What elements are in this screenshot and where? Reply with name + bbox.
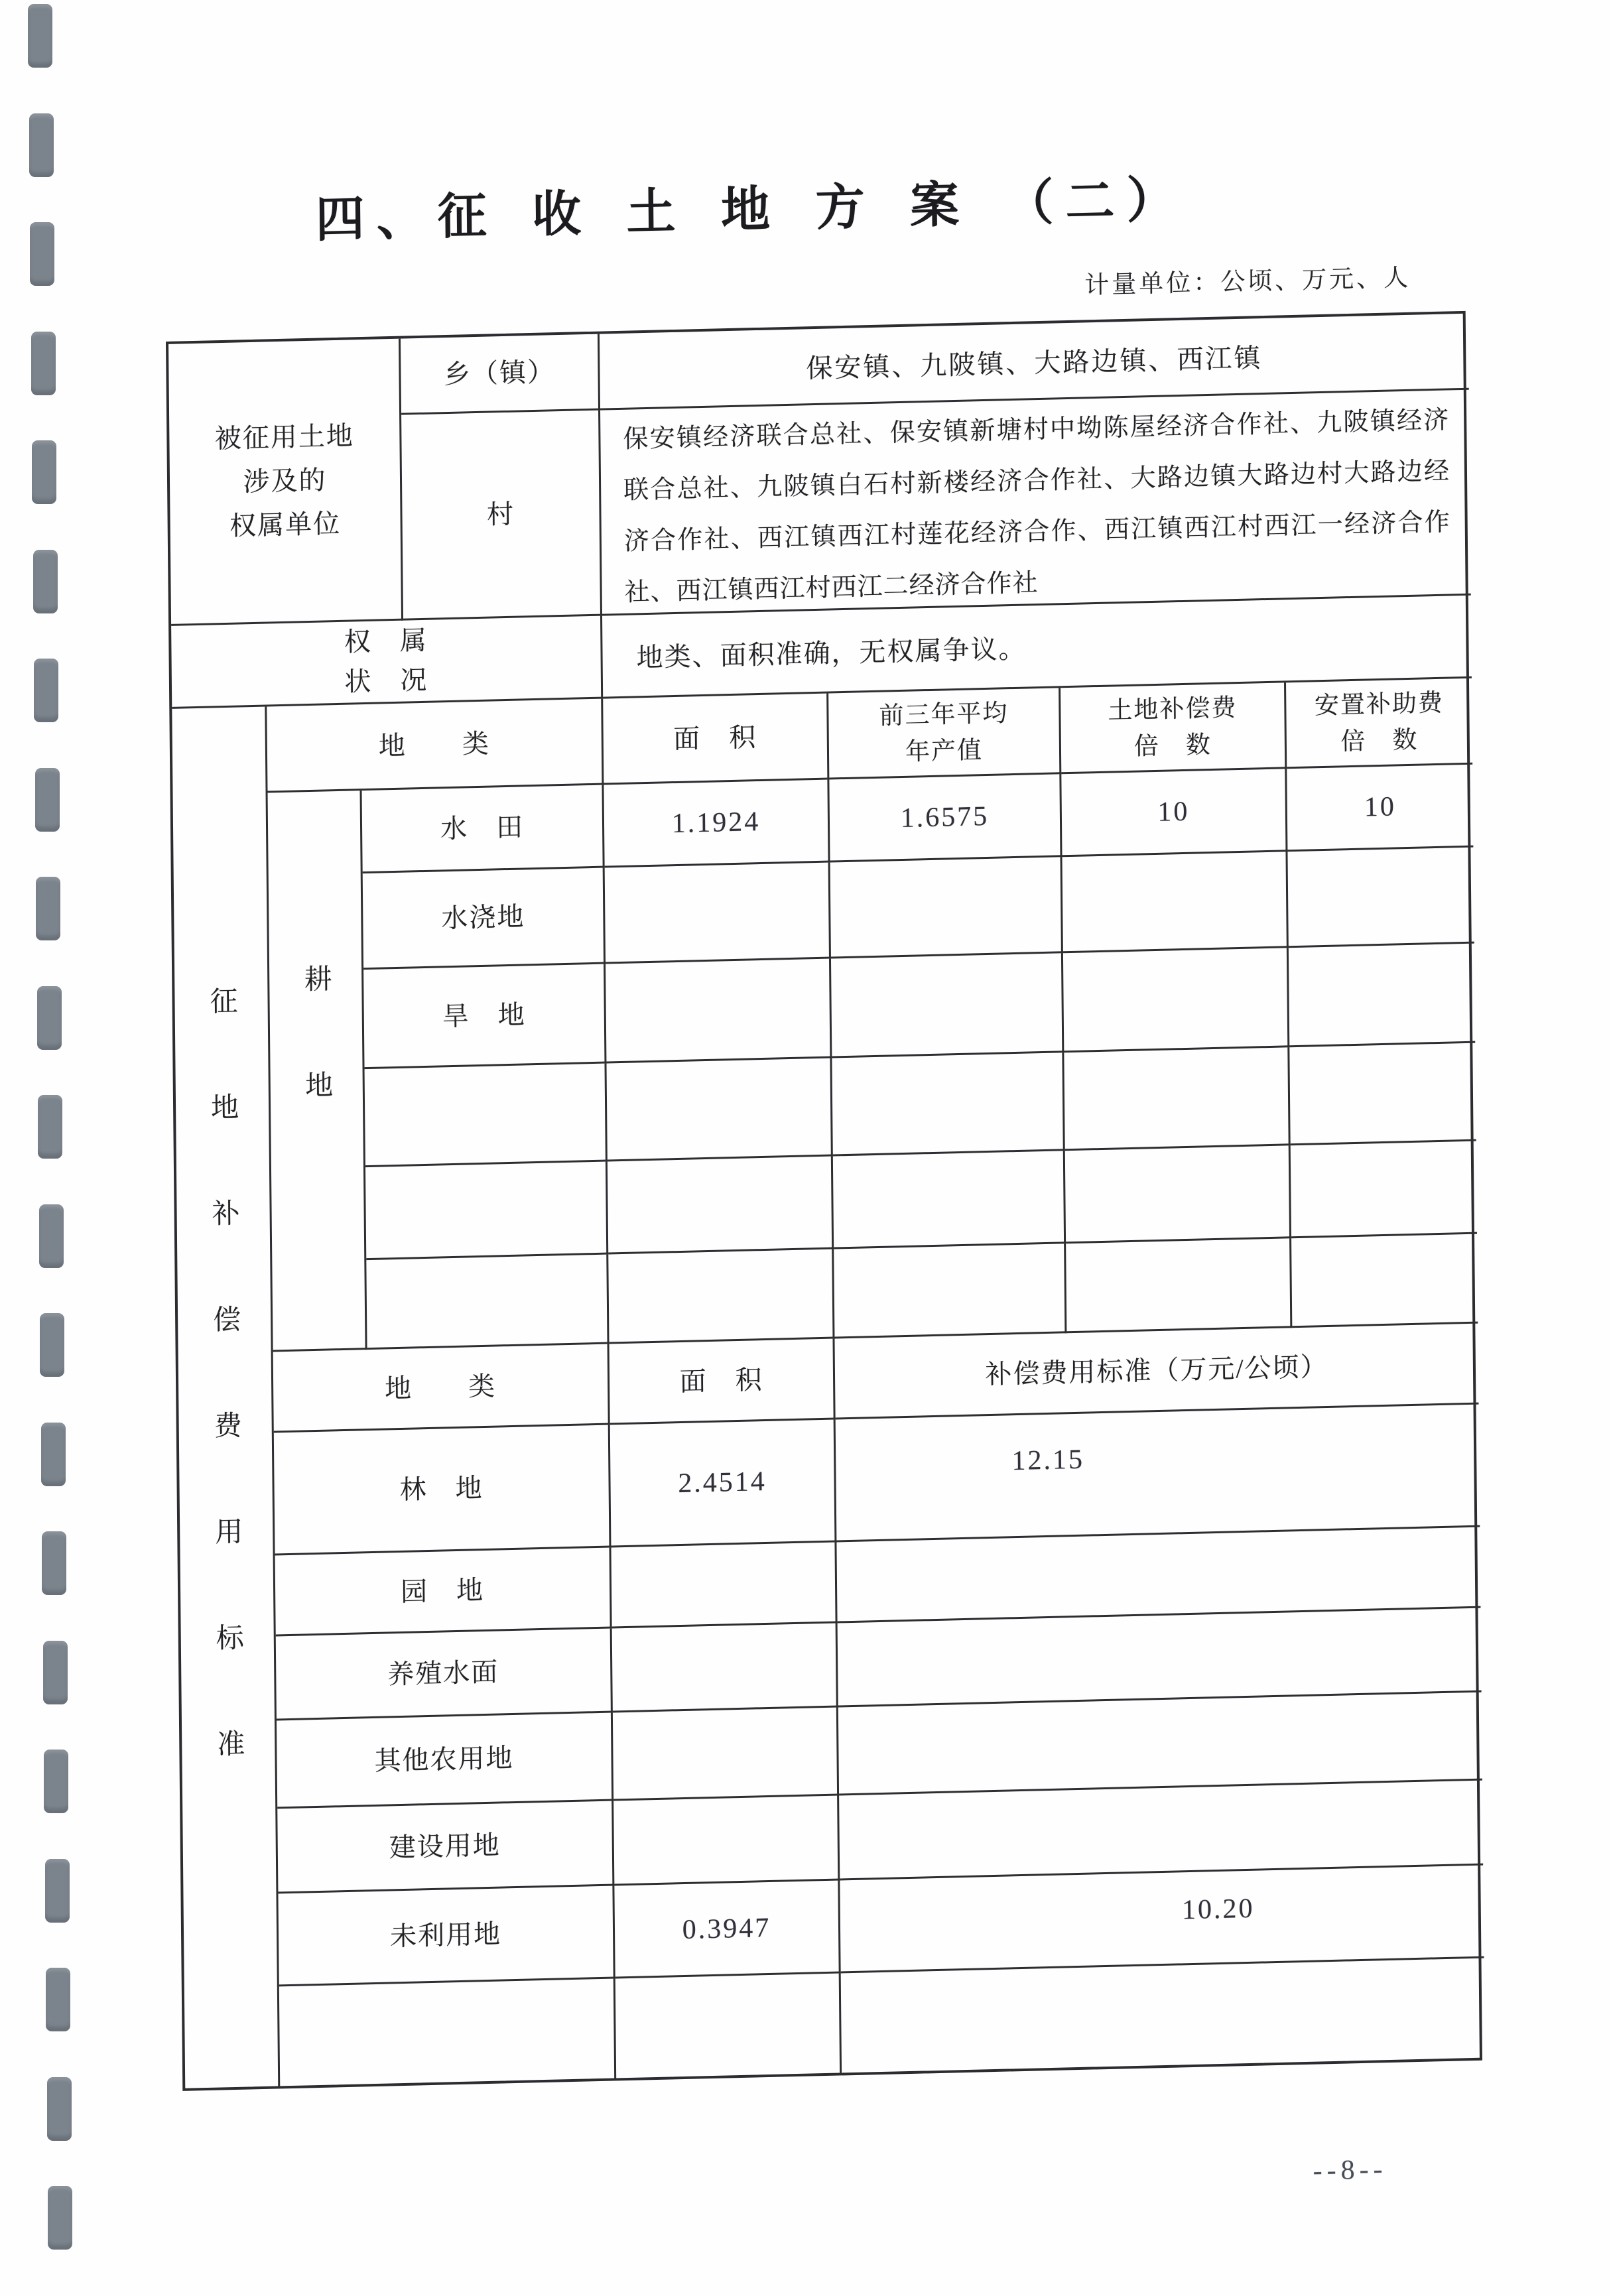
other-land-compensation-table <box>273 1324 1485 2086</box>
lower-row2-land-type: 园 地 <box>275 1548 612 1637</box>
compensation-section-label-cell <box>172 707 280 2088</box>
ownership-row-label-line1: 被征用土地 <box>214 420 355 454</box>
cultivated-land-group-label: 耕地 <box>300 964 333 1177</box>
lower-row4-area <box>613 1707 839 1801</box>
unit-note: 计量单位：公顷、万元、人 <box>1084 264 1411 300</box>
upper-header-avg-output-line2: 年产值 <box>905 736 984 766</box>
upper-row3-land-type: 旱 地 <box>363 964 606 1070</box>
upper-row2-area <box>605 863 831 964</box>
upper-header-land-comp-line1: 土地补偿费 <box>1108 694 1238 725</box>
lower-header-land-type: 地 类 <box>273 1344 610 1433</box>
ownership-section <box>168 314 1466 626</box>
upper-header-avg-output-line1: 前三年平均 <box>879 699 1009 730</box>
lower-row3-standard <box>838 1608 1482 1708</box>
lower-row6-standard: 10.20 <box>1181 1893 1255 1925</box>
upper-row1-area: 1.1924 <box>604 780 830 868</box>
lower-row7-land-type <box>279 1978 616 2086</box>
upper-header-area: 面 积 <box>603 694 829 785</box>
land-acquisition-table <box>166 311 1482 2091</box>
upper-row6-area <box>608 1249 834 1344</box>
lower-header-standard: 补偿费用标准（万元/公顷） <box>834 1324 1478 1420</box>
upper-row2-resettle-multiple <box>1287 848 1474 948</box>
lower-row6-area: 0.3947 <box>614 1880 840 1978</box>
compensation-section-label: 征地补偿费用标准 <box>206 986 245 1836</box>
lower-row3-area <box>612 1623 838 1712</box>
lower-row3-land-type: 养殖水面 <box>276 1629 613 1721</box>
upper-header-resettle <box>1286 678 1472 769</box>
tenure-value-text: 地类、面积准确，无权属争议。 <box>636 633 1027 672</box>
lower-row7-standard <box>841 1958 1485 2073</box>
page-number: --8-- <box>1313 2154 1387 2187</box>
upper-row5-resettle-multiple <box>1291 1141 1477 1239</box>
tenure-label-cell <box>171 616 603 709</box>
lower-row1-area: 2.4514 <box>610 1420 837 1548</box>
farmland-compensation-table <box>267 678 1478 1352</box>
upper-row6-land-multiple <box>1066 1238 1292 1333</box>
tenure-label-line2: 状 况 <box>344 665 428 697</box>
upper-header-resettle-line1: 安置补助费 <box>1314 689 1445 720</box>
page-title: 四、征 收 土 地 方 案 （二） <box>315 172 1188 248</box>
upper-row2-land-type: 水浇地 <box>363 868 606 970</box>
lower-row1-standard: 12.15 <box>1011 1444 1085 1477</box>
upper-row3-avg-output <box>831 953 1064 1058</box>
lower-row6-standard-cell <box>840 1866 1484 1974</box>
lower-row5-area <box>613 1795 840 1885</box>
upper-header-avg-output <box>828 688 1061 779</box>
upper-header-resettle-line2: 倍 数 <box>1340 726 1419 755</box>
upper-row1-avg-output: 1.6575 <box>829 774 1062 862</box>
ownership-row-label-line2: 涉及的 <box>243 465 327 497</box>
upper-row3-land-multiple <box>1063 948 1289 1052</box>
upper-row6-avg-output <box>834 1244 1066 1338</box>
upper-header-land-comp-line2: 倍 数 <box>1133 731 1212 761</box>
village-label-cell: 村 <box>401 411 602 621</box>
ownership-row-label <box>168 339 403 626</box>
village-value-cell <box>600 390 1471 616</box>
upper-row1-land-type: 水 田 <box>362 785 605 874</box>
upper-row4-land-multiple <box>1064 1047 1290 1151</box>
compensation-section <box>172 678 1480 2088</box>
lower-row2-area <box>611 1542 837 1628</box>
upper-row4-avg-output <box>832 1052 1064 1156</box>
lower-header-area: 面 积 <box>610 1339 836 1425</box>
upper-row5-avg-output <box>833 1151 1066 1249</box>
upper-row5-area <box>608 1157 834 1255</box>
lower-row4-standard <box>838 1692 1482 1796</box>
upper-row2-avg-output <box>830 857 1063 958</box>
tenure-label-line1: 权 属 <box>344 625 428 657</box>
upper-row2-land-multiple <box>1062 852 1289 953</box>
upper-row4-area <box>606 1058 832 1162</box>
upper-row6-land-type <box>366 1255 609 1350</box>
upper-header-land-comp <box>1061 682 1287 774</box>
compensation-tables <box>267 678 1485 2086</box>
upper-row3-resettle-multiple <box>1289 944 1475 1048</box>
lower-row2-standard <box>836 1527 1480 1624</box>
lower-row6-land-type: 未利用地 <box>278 1885 615 1986</box>
township-value-cell: 保安镇、九陂镇、大路边镇、西江镇 <box>600 314 1469 411</box>
lower-row1-land-type: 林 地 <box>274 1425 611 1556</box>
upper-row4-land-type <box>365 1064 608 1168</box>
lower-row4-land-type: 其他农用地 <box>277 1712 613 1809</box>
upper-row3-area <box>606 959 832 1064</box>
ownership-row-label-line3: 权属单位 <box>229 508 342 541</box>
upper-row5-land-multiple <box>1065 1145 1291 1244</box>
lower-row5-standard <box>839 1781 1483 1881</box>
upper-row1-land-multiple: 10 <box>1061 769 1287 857</box>
lower-row1-standard-cell <box>836 1405 1480 1543</box>
upper-header-land-type: 地 类 <box>267 699 604 793</box>
upper-row4-resettle-multiple <box>1289 1043 1476 1146</box>
upper-row5-land-type <box>365 1162 608 1261</box>
village-value-text: 保安镇经济联合总社、保安镇新塘村中坳陈屋经济合作社、九陂镇经济联合总社、九陂镇白石村新楼经济合作社、大路边镇大路边村大路边经济合作社、西江镇西江村莲花经济合作、西江镇西江村西江一经济合作社、西江镇西江村西江二经济合作社 <box>623 405 1450 607</box>
upper-row6-resettle-multiple <box>1291 1234 1478 1328</box>
lower-row5-land-type: 建设用地 <box>277 1801 614 1893</box>
township-label-cell: 乡（镇） <box>401 334 600 415</box>
upper-row1-resettle-multiple: 10 <box>1287 765 1473 852</box>
cultivated-land-group-cell <box>268 791 367 1352</box>
lower-row7-area <box>615 1973 842 2078</box>
